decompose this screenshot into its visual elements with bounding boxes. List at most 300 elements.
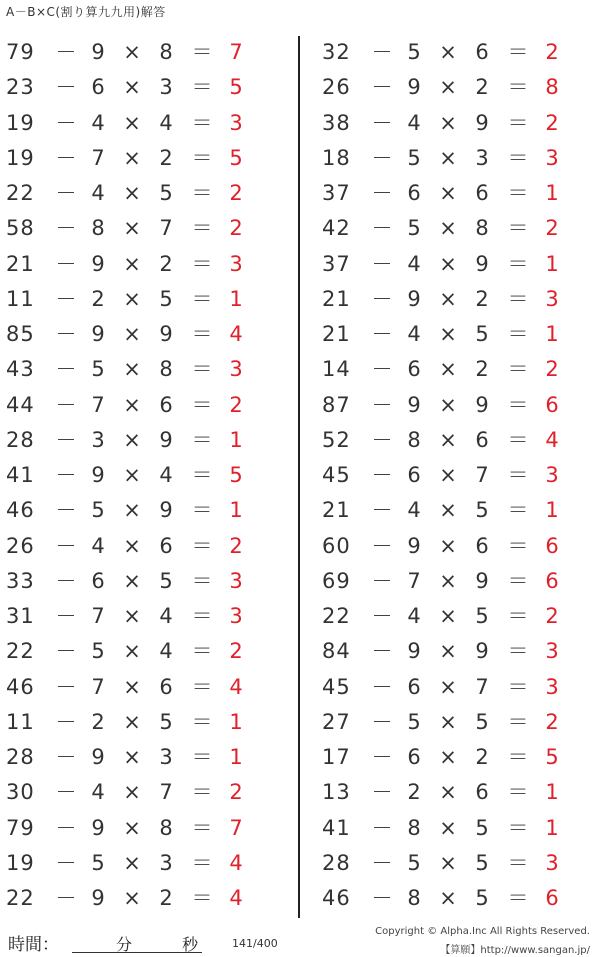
- operand-a: 19: [6, 110, 35, 135]
- minus-sign: －: [55, 886, 77, 910]
- operand-b: 5: [91, 850, 105, 875]
- answer: 7: [229, 40, 243, 64]
- answer: 2: [545, 604, 559, 628]
- equals-sign: ＝: [507, 251, 529, 276]
- equals-sign: ＝: [507, 181, 529, 205]
- operand-a: 19: [6, 145, 35, 170]
- minus-sign: －: [371, 40, 393, 64]
- operand-b: 9: [407, 639, 421, 664]
- times-sign: ×: [123, 286, 141, 311]
- problem-row: [6, 564, 298, 599]
- operand-c: 3: [159, 75, 173, 100]
- times-sign: ×: [439, 427, 457, 452]
- operand-c: 9: [475, 251, 489, 276]
- operand-c: 2: [475, 286, 489, 311]
- answer: 8: [545, 75, 559, 100]
- answer: 5: [545, 745, 559, 769]
- operand-b: 9: [91, 886, 105, 910]
- answer: 3: [545, 463, 559, 487]
- minus-sign: －: [371, 322, 393, 346]
- times-sign: ×: [123, 568, 141, 593]
- page-title: A－B×C(割り算九九用)解答: [6, 5, 166, 19]
- problem-row: [322, 529, 600, 564]
- minus-sign: －: [371, 75, 393, 100]
- operand-b: 9: [91, 745, 105, 769]
- operand-b: 6: [91, 75, 105, 100]
- operand-c: 9: [475, 110, 489, 135]
- times-sign: ×: [439, 251, 457, 276]
- answer: 2: [545, 709, 559, 734]
- times-sign: ×: [123, 886, 141, 910]
- equals-sign: ＝: [507, 533, 529, 558]
- answer: 4: [229, 674, 243, 699]
- operand-b: 5: [91, 357, 105, 382]
- problem-row: [6, 670, 298, 705]
- operand-a: 11: [6, 286, 35, 311]
- operand-b: 5: [91, 639, 105, 664]
- problem-row: [6, 775, 298, 810]
- operand-c: 5: [159, 286, 173, 311]
- times-sign: ×: [439, 533, 457, 558]
- equals-sign: ＝: [507, 568, 529, 593]
- answer: 3: [545, 674, 559, 699]
- column-divider: [298, 36, 300, 918]
- equals-sign: ＝: [507, 850, 529, 875]
- minus-sign: －: [371, 286, 393, 311]
- minus-sign: －: [55, 181, 77, 205]
- equals-sign: ＝: [191, 815, 213, 840]
- times-sign: ×: [123, 357, 141, 382]
- equals-sign: ＝: [507, 392, 529, 417]
- operand-b: 8: [407, 815, 421, 840]
- minus-sign: －: [55, 568, 77, 593]
- equals-sign: ＝: [191, 639, 213, 664]
- operand-b: 6: [91, 568, 105, 593]
- answer: 2: [545, 40, 559, 64]
- minus-sign: －: [371, 886, 393, 910]
- equals-sign: ＝: [191, 40, 213, 64]
- problem-row: [322, 846, 600, 881]
- problem-row: [322, 775, 600, 810]
- operand-b: 9: [407, 533, 421, 558]
- problem-row: [6, 811, 298, 846]
- operand-a: 58: [6, 216, 35, 241]
- operand-a: 44: [6, 392, 35, 417]
- answer: 1: [229, 427, 243, 452]
- equals-sign: ＝: [191, 745, 213, 769]
- equals-sign: ＝: [507, 463, 529, 487]
- equals-sign: ＝: [191, 674, 213, 699]
- operand-b: 8: [91, 216, 105, 241]
- answer: 1: [545, 181, 559, 205]
- times-sign: ×: [439, 886, 457, 910]
- minus-sign: －: [55, 745, 77, 769]
- operand-b: 7: [91, 145, 105, 170]
- problem-row: [6, 529, 298, 564]
- operand-c: 6: [475, 533, 489, 558]
- operand-a: 22: [6, 181, 35, 205]
- problem-row: [6, 705, 298, 740]
- operand-b: 4: [407, 604, 421, 628]
- equals-sign: ＝: [191, 709, 213, 734]
- minus-sign: －: [371, 427, 393, 452]
- equals-sign: ＝: [191, 322, 213, 346]
- operand-c: 8: [159, 815, 173, 840]
- minus-sign: －: [55, 604, 77, 628]
- operand-b: 4: [91, 181, 105, 205]
- minus-sign: －: [371, 463, 393, 487]
- equals-sign: ＝: [507, 357, 529, 382]
- operand-c: 5: [475, 815, 489, 840]
- operand-b: 9: [91, 322, 105, 346]
- operand-a: 31: [6, 604, 35, 628]
- times-sign: ×: [123, 110, 141, 135]
- answer: 4: [229, 886, 243, 910]
- times-sign: ×: [123, 674, 141, 699]
- minus-sign: －: [55, 815, 77, 840]
- equals-sign: ＝: [191, 533, 213, 558]
- operand-b: 6: [407, 674, 421, 699]
- times-sign: ×: [439, 392, 457, 417]
- equals-sign: ＝: [191, 110, 213, 135]
- minus-sign: －: [55, 322, 77, 346]
- answer: 2: [545, 110, 559, 135]
- times-sign: ×: [439, 709, 457, 734]
- minus-sign: －: [55, 780, 77, 805]
- operand-c: 8: [475, 216, 489, 241]
- operand-b: 6: [407, 357, 421, 382]
- equals-sign: ＝: [191, 427, 213, 452]
- minus-sign: －: [371, 216, 393, 241]
- minus-sign: －: [371, 533, 393, 558]
- times-sign: ×: [123, 251, 141, 276]
- minus-sign: －: [55, 639, 77, 664]
- times-sign: ×: [439, 815, 457, 840]
- operand-b: 2: [407, 780, 421, 805]
- problem-row: [6, 388, 298, 423]
- seconds-label: 秒: [182, 935, 199, 954]
- minus-sign: －: [371, 357, 393, 382]
- problem-row: [6, 352, 298, 387]
- minus-sign: －: [55, 850, 77, 875]
- operand-c: 2: [475, 745, 489, 769]
- equals-sign: ＝: [191, 498, 213, 523]
- problem-row: [6, 740, 298, 775]
- times-sign: ×: [123, 392, 141, 417]
- operand-b: 6: [407, 745, 421, 769]
- minus-sign: －: [371, 604, 393, 628]
- answer: 3: [229, 568, 243, 593]
- equals-sign: ＝: [507, 498, 529, 523]
- times-sign: ×: [439, 780, 457, 805]
- problem-row: [6, 70, 298, 105]
- problem-row: [6, 35, 298, 70]
- problem-row: [322, 670, 600, 705]
- equals-sign: ＝: [507, 709, 529, 734]
- equals-sign: ＝: [191, 463, 213, 487]
- operand-b: 7: [91, 392, 105, 417]
- operand-b: 8: [407, 886, 421, 910]
- answer: 2: [229, 780, 243, 805]
- equals-sign: ＝: [191, 286, 213, 311]
- minus-sign: －: [371, 639, 393, 664]
- operand-b: 7: [91, 604, 105, 628]
- minus-sign: －: [55, 145, 77, 170]
- answer: 2: [229, 639, 243, 664]
- answer: 4: [229, 322, 243, 346]
- equals-sign: ＝: [507, 286, 529, 311]
- operand-b: 9: [407, 286, 421, 311]
- operand-c: 5: [475, 709, 489, 734]
- answer: 2: [229, 181, 243, 205]
- operand-b: 8: [407, 427, 421, 452]
- minus-sign: －: [55, 463, 77, 487]
- equals-sign: ＝: [507, 745, 529, 769]
- answer: 6: [545, 533, 559, 558]
- equals-sign: ＝: [507, 40, 529, 64]
- operand-c: 2: [475, 357, 489, 382]
- operand-a: 45: [322, 463, 351, 487]
- operand-a: 60: [322, 533, 351, 558]
- operand-a: 42: [322, 216, 351, 241]
- problem-row: [322, 106, 600, 141]
- times-sign: ×: [439, 674, 457, 699]
- minus-sign: －: [371, 745, 393, 769]
- operand-c: 3: [475, 145, 489, 170]
- operand-c: 9: [159, 427, 173, 452]
- operand-a: 21: [322, 286, 351, 311]
- times-sign: ×: [123, 427, 141, 452]
- minus-sign: －: [55, 427, 77, 452]
- operand-b: 5: [407, 145, 421, 170]
- operand-a: 22: [6, 639, 35, 664]
- operand-a: 46: [6, 674, 35, 699]
- operand-a: 79: [6, 40, 35, 64]
- operand-b: 7: [407, 568, 421, 593]
- times-sign: ×: [123, 75, 141, 100]
- times-sign: ×: [123, 145, 141, 170]
- equals-sign: ＝: [507, 110, 529, 135]
- time-label: 時間：: [8, 935, 59, 955]
- operand-a: 32: [322, 40, 351, 64]
- times-sign: ×: [439, 639, 457, 664]
- times-sign: ×: [123, 533, 141, 558]
- problem-row: [322, 881, 600, 916]
- minutes-label: 分: [116, 935, 133, 954]
- minus-sign: －: [371, 815, 393, 840]
- operand-c: 5: [475, 322, 489, 346]
- operand-a: 84: [322, 639, 351, 664]
- operand-a: 19: [6, 850, 35, 875]
- operand-a: 45: [322, 674, 351, 699]
- problem-column-left: [6, 35, 298, 916]
- operand-c: 2: [159, 145, 173, 170]
- operand-a: 79: [6, 815, 35, 840]
- answer: 3: [545, 286, 559, 311]
- problem-row: [6, 282, 298, 317]
- problem-row: [322, 35, 600, 70]
- times-sign: ×: [123, 216, 141, 241]
- minus-sign: －: [55, 216, 77, 241]
- operand-a: 26: [6, 533, 35, 558]
- equals-sign: ＝: [507, 322, 529, 346]
- equals-sign: ＝: [191, 75, 213, 100]
- equals-sign: ＝: [507, 604, 529, 628]
- problem-row: [322, 634, 600, 669]
- equals-sign: ＝: [507, 216, 529, 241]
- times-sign: ×: [439, 181, 457, 205]
- operand-a: 28: [6, 427, 35, 452]
- operand-c: 3: [159, 850, 173, 875]
- operand-a: 30: [6, 780, 35, 805]
- equals-sign: ＝: [507, 674, 529, 699]
- problem-row: [6, 846, 298, 881]
- times-sign: ×: [123, 181, 141, 205]
- problem-row: [6, 247, 298, 282]
- operand-c: 6: [475, 427, 489, 452]
- minus-sign: －: [55, 674, 77, 699]
- answer: 1: [229, 709, 243, 734]
- answer: 3: [545, 145, 559, 170]
- operand-a: 27: [322, 709, 351, 734]
- operand-a: 33: [6, 568, 35, 593]
- minus-sign: －: [371, 110, 393, 135]
- operand-a: 21: [322, 322, 351, 346]
- operand-a: 46: [6, 498, 35, 523]
- operand-c: 5: [159, 181, 173, 205]
- operand-a: 41: [322, 815, 351, 840]
- operand-b: 9: [407, 392, 421, 417]
- operand-a: 14: [322, 357, 351, 382]
- minus-sign: －: [371, 181, 393, 205]
- minus-sign: －: [55, 251, 77, 276]
- operand-b: 4: [407, 322, 421, 346]
- operand-a: 22: [322, 604, 351, 628]
- operand-c: 6: [475, 40, 489, 64]
- operand-a: 38: [322, 110, 351, 135]
- operand-b: 5: [91, 498, 105, 523]
- times-sign: ×: [123, 498, 141, 523]
- answer: 1: [545, 322, 559, 346]
- equals-sign: ＝: [191, 181, 213, 205]
- operand-a: 41: [6, 463, 35, 487]
- times-sign: ×: [439, 286, 457, 311]
- answer: 1: [545, 815, 559, 840]
- operand-b: 4: [407, 110, 421, 135]
- answer: 3: [229, 110, 243, 135]
- operand-b: 4: [91, 533, 105, 558]
- problem-row: [322, 740, 600, 775]
- operand-a: 23: [6, 75, 35, 100]
- operand-b: 5: [407, 850, 421, 875]
- problem-row: [322, 705, 600, 740]
- problem-row: [322, 176, 600, 211]
- answer: 5: [229, 75, 243, 100]
- page-number: 141/400: [232, 937, 278, 950]
- minus-sign: －: [55, 709, 77, 734]
- operand-c: 6: [475, 780, 489, 805]
- times-sign: ×: [123, 780, 141, 805]
- minus-sign: －: [55, 286, 77, 311]
- operand-b: 3: [91, 427, 105, 452]
- equals-sign: ＝: [191, 568, 213, 593]
- operand-c: 8: [159, 357, 173, 382]
- answer: 5: [229, 145, 243, 170]
- problem-row: [322, 458, 600, 493]
- equals-sign: ＝: [191, 392, 213, 417]
- operand-c: 5: [159, 709, 173, 734]
- problem-row: [322, 282, 600, 317]
- equals-sign: ＝: [191, 357, 213, 382]
- problem-column-right: [322, 35, 600, 916]
- problem-row: [6, 599, 298, 634]
- operand-c: 4: [159, 604, 173, 628]
- equals-sign: ＝: [507, 427, 529, 452]
- operand-c: 4: [159, 639, 173, 664]
- minus-sign: －: [371, 674, 393, 699]
- operand-c: 2: [475, 75, 489, 100]
- equals-sign: ＝: [507, 815, 529, 840]
- copyright-text: Copyright © Alpha.Inc All Rights Reserved.: [375, 926, 590, 937]
- operand-c: 8: [159, 40, 173, 64]
- operand-b: 9: [407, 75, 421, 100]
- operand-c: 7: [475, 463, 489, 487]
- operand-b: 9: [91, 251, 105, 276]
- minus-sign: －: [55, 498, 77, 523]
- times-sign: ×: [123, 815, 141, 840]
- minus-sign: －: [55, 533, 77, 558]
- operand-a: 21: [6, 251, 35, 276]
- operand-b: 4: [91, 780, 105, 805]
- minus-sign: －: [371, 780, 393, 805]
- problem-row: [322, 811, 600, 846]
- answer: 2: [229, 392, 243, 417]
- times-sign: ×: [439, 75, 457, 100]
- operand-a: 85: [6, 322, 35, 346]
- times-sign: ×: [439, 110, 457, 135]
- answer: 1: [545, 498, 559, 523]
- operand-a: 87: [322, 392, 351, 417]
- problem-row: [322, 493, 600, 528]
- equals-sign: ＝: [507, 780, 529, 805]
- operand-a: 52: [322, 427, 351, 452]
- problem-row: [322, 599, 600, 634]
- operand-b: 2: [91, 709, 105, 734]
- operand-a: 17: [322, 745, 351, 769]
- operand-c: 4: [159, 463, 173, 487]
- problem-row: [322, 423, 600, 458]
- minus-sign: －: [55, 75, 77, 100]
- times-sign: ×: [439, 40, 457, 64]
- minus-sign: －: [371, 498, 393, 523]
- operand-a: 69: [322, 568, 351, 593]
- minus-sign: －: [371, 145, 393, 170]
- answer: 2: [229, 216, 243, 241]
- problem-row: [322, 247, 600, 282]
- operand-c: 9: [159, 498, 173, 523]
- minus-sign: －: [371, 850, 393, 875]
- equals-sign: ＝: [191, 251, 213, 276]
- problem-row: [322, 388, 600, 423]
- answer: 6: [545, 568, 559, 593]
- answer: 3: [229, 251, 243, 276]
- operand-a: 21: [322, 498, 351, 523]
- minus-sign: －: [371, 709, 393, 734]
- operand-a: 28: [6, 745, 35, 769]
- equals-sign: ＝: [507, 75, 529, 100]
- times-sign: ×: [439, 322, 457, 346]
- problem-row: [322, 564, 600, 599]
